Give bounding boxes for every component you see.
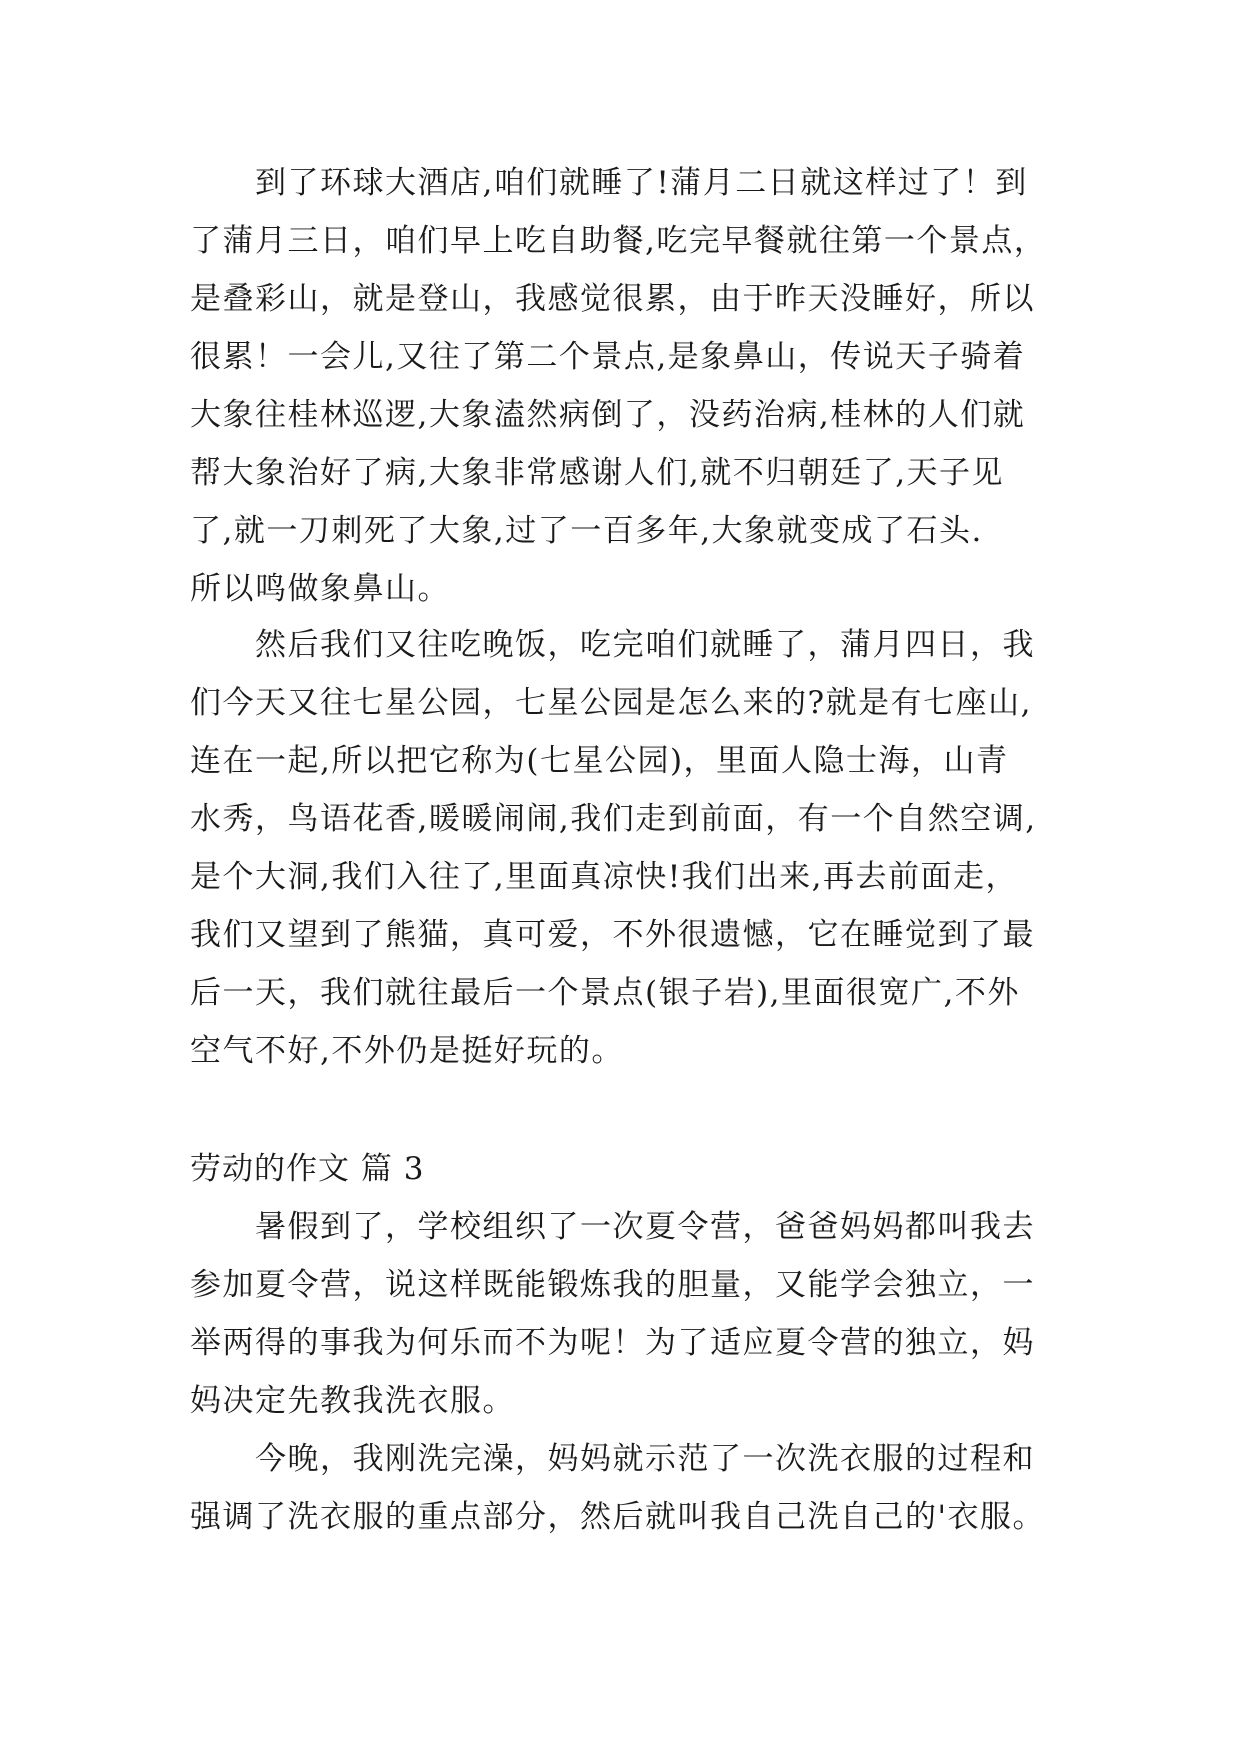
text-line: 是个大洞,我们入往了,里面真凉快!我们出来,再去前面走， xyxy=(190,859,1019,895)
text-line: 到了环球大酒店,咱们就睡了!蒲月二日就这样过了！到 xyxy=(190,165,1028,201)
essay-heading xyxy=(190,1140,1070,1198)
text-line: 大象往桂林巡逻,大象溘然病倒了，没药治病,桂林的人们就 xyxy=(190,397,1026,433)
section-title: 劳动的作文 篇 3 xyxy=(190,1151,425,1187)
text-line: 了蒲月三日，咱们早上吃自助餐,吃完早餐就往第一个景点， xyxy=(190,223,1047,259)
text-line: 们今天又往七星公园，七星公园是怎么来的?就是有七座山, xyxy=(190,685,1032,721)
text-line: 水秀，鸟语花香,暖暖闹闹,我们走到前面，有一个自然空调, xyxy=(190,801,1037,837)
text-line: 暑假到了，学校组织了一次夏令营，爸爸妈妈都叫我去 xyxy=(190,1209,1035,1245)
text-line: 空气不好,不外仍是挺好玩的。 xyxy=(190,1033,624,1069)
text-line: 后一天，我们就往最后一个景点(银子岩),里面很宽广,不外 xyxy=(190,975,1020,1011)
paragraph-seven-star-park xyxy=(190,616,1070,1080)
text-line: 强调了洗衣服的重点部分，然后就叫我自己洗自己的'衣服。 xyxy=(190,1499,1046,1535)
paragraph-summer-camp xyxy=(190,1198,1070,1546)
text-line: 举两得的事我为何乐而不为呢！为了适应夏令营的独立，妈 xyxy=(190,1325,1035,1361)
text-line: 参加夏令营，说这样既能锻炼我的胆量，又能学会独立，一 xyxy=(190,1267,1035,1303)
text-line: 我们又望到了熊猫，真可爱，不外很遗憾，它在睡觉到了最 xyxy=(190,917,1035,953)
text-line: 所以鸣做象鼻山。 xyxy=(190,571,450,607)
text-line: 很累！一会儿,又往了第二个景点,是象鼻山，传说天子骑着 xyxy=(190,339,1026,375)
text-line: 了,就一刀刺死了大象,过了一百多年,大象就变成了石头. xyxy=(190,513,983,549)
text-line: 今晚，我刚洗完澡，妈妈就示范了一次洗衣服的过程和 xyxy=(190,1441,1035,1477)
text-line: 帮大象治好了病,大象非常感谢人们,就不归朝廷了,天子见 xyxy=(190,455,1005,491)
paragraph-guilin-day2-3 xyxy=(190,154,1070,618)
text-line: 连在一起,所以把它称为(七星公园)，里面人隐士海，山青 xyxy=(190,743,1009,779)
text-line: 妈决定先教我洗衣服。 xyxy=(190,1383,515,1419)
text-line: 是叠彩山，就是登山，我感觉很累，由于昨天没睡好，所以 xyxy=(190,281,1035,317)
text-line: 然后我们又往吃晚饭，吃完咱们就睡了，蒲月四日，我 xyxy=(190,627,1035,663)
